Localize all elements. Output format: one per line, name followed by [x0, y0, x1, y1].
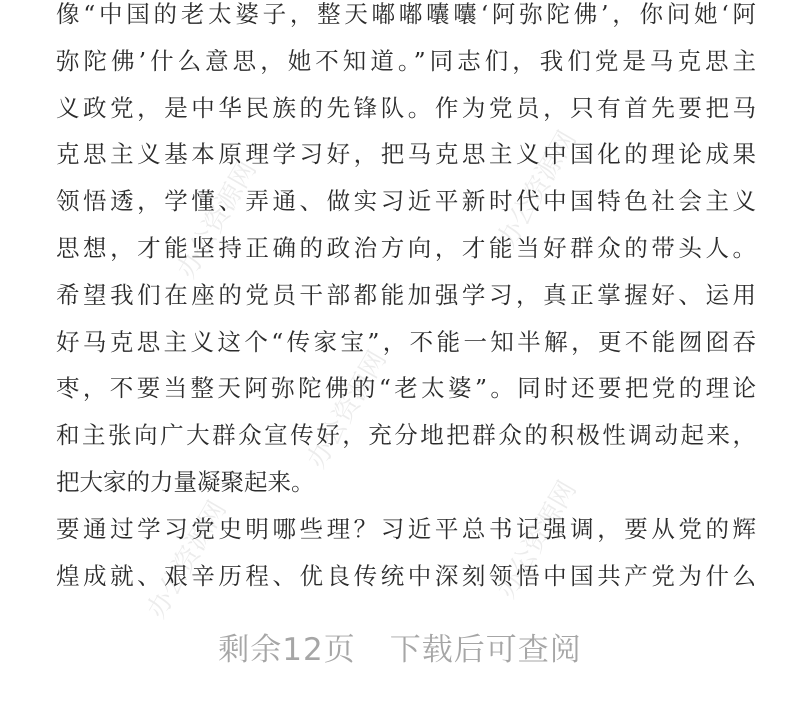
- document-body: [56, 0, 756, 599]
- text-line: 枣，不要当整天阿弥陀佛的“老太婆”。同时还要把党的理论: [56, 374, 756, 403]
- text-line: 克思主义基本原理学习好，把马克思主义中国化的理论成果: [56, 140, 756, 169]
- text-line: 和主张向广大群众宣传好，充分地把群众的积极性调动起来，: [56, 421, 756, 450]
- text-line: 思想，才能坚持正确的政治方向，才能当好群众的带头人。: [56, 233, 756, 262]
- download-notice[interactable]: [0, 624, 800, 669]
- watermark: 办公资源网: [171, 155, 263, 284]
- text-line: 义政党，是中华民族的先锋队。作为党员，只有首先要把马: [56, 93, 756, 122]
- text-line: 弥陀佛’什么意思，她不知道。”同志们，我们党是马克思主: [56, 46, 756, 75]
- watermark: 办公资源网: [491, 125, 583, 254]
- text-line: 把大家的力量凝聚起来。: [56, 467, 315, 496]
- text-line: 煌成就、艰辛历程、优良传统中深刻领悟中国共产党为什么: [56, 561, 756, 590]
- watermark: 办公资源网: [301, 345, 393, 474]
- text-line: 领悟透，学懂、弄通、做实习近平新时代中国特色社会主义: [56, 187, 756, 216]
- download-hint-label: 下载后可查阅: [389, 632, 582, 668]
- text-line: 好马克思主义这个“传家宝”，不能一知半解，更不能囫囵吞: [56, 327, 756, 356]
- text-line: 像“中国的老太婆子，整天嘟嘟囔囔‘阿弥陀佛’，你问她‘阿: [56, 0, 756, 28]
- remaining-pages-label: 剩余12页: [218, 632, 356, 668]
- text-line: 希望我们在座的党员干部都能加强学习，真正掌握好、运用: [56, 280, 756, 309]
- text-line: 要通过学习党史明哪些理？习近平总书记强调，要从党的辉: [56, 514, 756, 543]
- watermark: 办公资源网: [491, 475, 583, 604]
- watermark: 办公资源网: [141, 495, 233, 624]
